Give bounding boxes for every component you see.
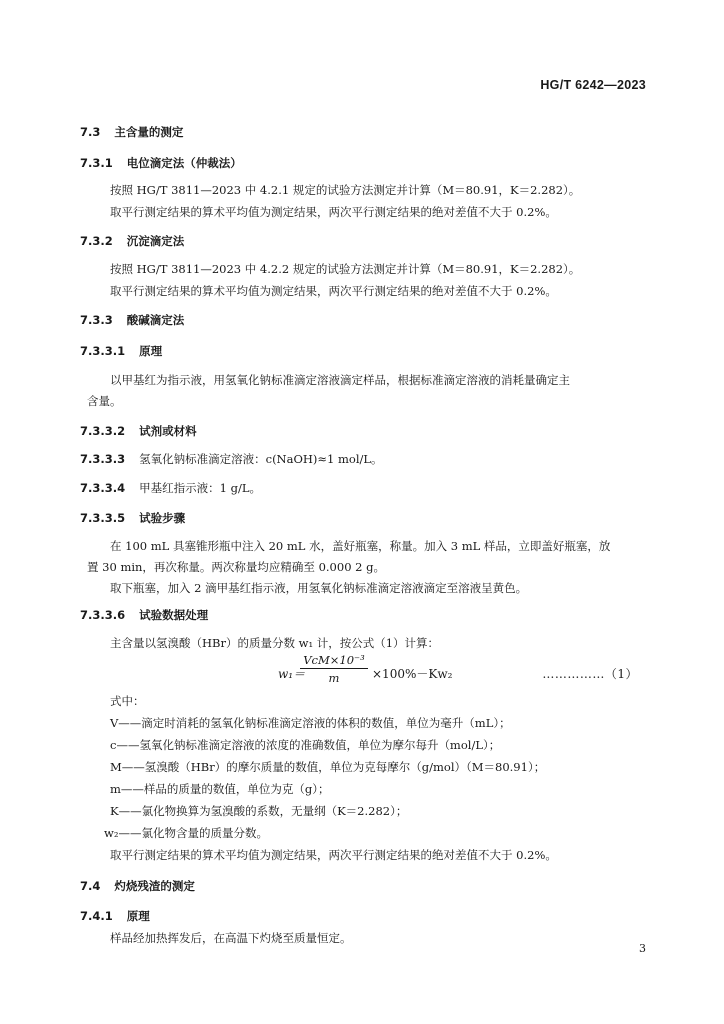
paragraph-line: 取平行测定结果的算术平均值为测定结果，两次平行测定结果的绝对差值不大于 0.2%。 (110, 848, 557, 862)
heading-number: 7.4 (80, 879, 101, 893)
heading-7-3-3-5 (80, 510, 185, 526)
heading-title: 主含量的测定 (114, 125, 184, 139)
heading-number: 7.3.3 (80, 313, 113, 327)
page-number: 3 (639, 942, 646, 955)
formula-lhs: w₁＝ (278, 667, 306, 681)
variable-definition: w₂——氯化物含量的质量分数。 (104, 826, 268, 840)
variable-definition: c——氢氧化钠标准滴定溶液的浓度的准确数值，单位为摩尔每升（mol/L）； (110, 738, 501, 752)
formula-fraction (300, 653, 368, 685)
heading-7-3-3 (80, 312, 184, 328)
variable-definition: M——氢溴酸（HBr）的摩尔质量的数值，单位为克每摩尔（g/mol）（M＝80.91）； (110, 760, 546, 774)
heading-7-4-1 (80, 908, 150, 924)
heading-number: 7.3.3.2 (80, 424, 126, 438)
formula-1 (278, 653, 638, 689)
paragraph-line: 含量。 (87, 394, 122, 408)
heading-title: 试验数据处理 (139, 608, 209, 622)
heading-title: 电位滴定法（仲裁法） (126, 156, 242, 170)
heading-number: 7.3.3.3 (80, 452, 126, 466)
heading-title: 原理 (139, 344, 163, 358)
heading-title: 沉淀滴定法 (126, 234, 185, 248)
heading-number: 7.4.1 (80, 909, 113, 923)
variable-definition: K——氯化物换算为氢溴酸的系数，无量纲（K＝2.282）； (110, 804, 408, 818)
variable-definition: V——滴定时消耗的氢氧化钠标准滴定溶液的体积的数值，单位为毫升（mL）； (110, 716, 511, 730)
variable-definition: m——样品的质量的数值，单位为克（g）； (110, 782, 330, 796)
heading-7-4 (80, 878, 195, 894)
item-text: 氢氧化钠标准滴定溶液：c(NaOH)≈1 mol/L。 (139, 452, 383, 466)
where-label: 式中： (110, 694, 145, 708)
heading-7-3 (80, 124, 183, 140)
paragraph-line: 取平行测定结果的算术平均值为测定结果，两次平行测定结果的绝对差值不大于 0.2%。 (110, 205, 557, 219)
item-7-3-3-3 (80, 451, 383, 467)
heading-number: 7.3.2 (80, 234, 113, 248)
paragraph-line: 主含量以氢溴酸（HBr）的质量分数 w₁ 计，按公式（1）计算： (110, 636, 440, 650)
paragraph-line: 样品经加热挥发后，在高温下灼烧至质量恒定。 (110, 931, 352, 945)
item-7-3-3-4 (80, 480, 261, 496)
paragraph-line: 在 100 mL 具塞锥形瓶中注入 20 mL 水，盖好瓶塞，称量。加入 3 mL 样品，立即盖好瓶塞，放 (110, 539, 611, 553)
heading-number: 7.3.3.4 (80, 481, 126, 495)
heading-title: 原理 (126, 909, 150, 923)
paragraph-line: 置 30 min，再次称量。两次称量均应精确至 0.000 2 g。 (87, 560, 385, 574)
heading-7-3-3-2 (80, 423, 197, 439)
heading-title: 试剂或材料 (139, 424, 197, 438)
item-text: 甲基红指示液：1 g/L。 (139, 481, 261, 495)
paragraph-line: 按照 HG/T 3811—2023 中 4.2.1 规定的试验方法测定并计算（M＝80.91，K＝2.282）。 (110, 183, 581, 197)
formula-numerator: VcM×10⁻³ (300, 653, 368, 669)
paragraph-line: 按照 HG/T 3811—2023 中 4.2.2 规定的试验方法测定并计算（M＝80.91，K＝2.282）。 (110, 262, 581, 276)
heading-number: 7.3.3.5 (80, 511, 126, 525)
formula-number: ……………（1） (542, 667, 638, 681)
heading-title: 试验步骤 (139, 511, 186, 525)
heading-title: 灼烧残渣的测定 (114, 879, 195, 893)
paragraph-line: 取平行测定结果的算术平均值为测定结果，两次平行测定结果的绝对差值不大于 0.2%。 (110, 284, 557, 298)
heading-7-3-2 (80, 233, 184, 249)
heading-7-3-1 (80, 155, 242, 171)
paragraph-line: 取下瓶塞，加入 2 滴甲基红指示液，用氢氧化钠标准滴定溶液滴定至溶液呈黄色。 (110, 581, 528, 595)
paragraph-line: 以甲基红为指示液，用氢氧化钠标准滴定溶液滴定样品，根据标准滴定溶液的消耗量确定主 (110, 373, 570, 387)
formula-rhs: ×100%－Kw₂ (372, 667, 453, 681)
standard-code: HG/T 6242—2023 (540, 78, 646, 92)
heading-title: 酸碱滴定法 (126, 313, 185, 327)
heading-7-3-3-6 (80, 607, 208, 623)
formula-denominator: m (328, 671, 340, 685)
heading-number: 7.3.3.6 (80, 608, 126, 622)
heading-number: 7.3.3.1 (80, 344, 126, 358)
heading-number: 7.3 (80, 125, 101, 139)
heading-7-3-3-1 (80, 343, 162, 359)
heading-number: 7.3.1 (80, 156, 113, 170)
